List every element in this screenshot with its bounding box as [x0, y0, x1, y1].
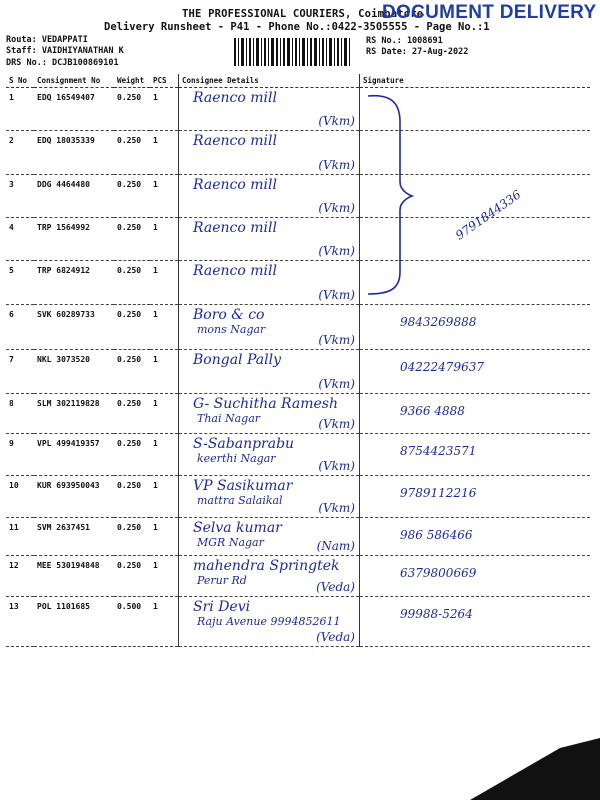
staff-label: Staff: VAIDHIYANATHAN K: [6, 46, 124, 56]
row-weight: 0.250: [114, 476, 150, 518]
row-consignment-no: MEE 530194848: [34, 556, 114, 597]
consignee-name-handwritten: Sri Devi: [193, 599, 251, 615]
row-sno: 11: [6, 518, 34, 556]
row-sno: 1: [6, 88, 34, 131]
row-consignee-details: [179, 261, 360, 305]
consignee-address-handwritten: Perur Rd: [197, 574, 247, 587]
consignee-name-handwritten: VP Sasikumar: [193, 478, 293, 494]
row-weight: 0.250: [114, 350, 150, 394]
consignee-address-handwritten: mons Nagar: [197, 323, 266, 336]
row-weight: 0.250: [114, 175, 150, 218]
table-row: [6, 394, 590, 434]
consignee-area-code: (Veda): [316, 580, 355, 594]
row-weight: 0.250: [114, 434, 150, 476]
signature-phone-handwritten: 99988-5264: [400, 607, 473, 621]
row-consignment-no: NKL 3073520: [34, 350, 114, 394]
row-consignment-no: TRP 6824912: [34, 261, 114, 305]
col-weight-header: Weight: [114, 74, 150, 88]
consignee-area-code: (Vkm): [318, 417, 355, 431]
row-pcs: 1: [150, 434, 179, 476]
consignee-area-code: (Nam): [316, 539, 355, 553]
row-consignment-no: EDQ 16549407: [34, 88, 114, 131]
consignee-name-handwritten: mahendra Springtek: [193, 558, 340, 574]
row-pcs: 1: [150, 305, 179, 350]
row-pcs: 1: [150, 131, 179, 175]
row-pcs: 1: [150, 261, 179, 305]
row-signature: [360, 556, 591, 597]
row-signature: [360, 350, 591, 394]
table-row: [6, 597, 590, 647]
row-weight: 0.250: [114, 394, 150, 434]
row-consignment-no: SLM 302119828: [34, 394, 114, 434]
row-pcs: 1: [150, 350, 179, 394]
signature-phone-handwritten: 9789112216: [400, 486, 477, 500]
row-sno: 5: [6, 261, 34, 305]
signature-phone-handwritten: 9843269888: [400, 315, 477, 329]
consignee-area-code: (Vkm): [318, 501, 355, 515]
row-consignment-no: TRP 1564992: [34, 218, 114, 261]
barcode-image: [232, 38, 352, 66]
row-sno: 9: [6, 434, 34, 476]
row-consignee-details: [179, 556, 360, 597]
row-signature: [360, 518, 591, 556]
col-signature-header: Signature: [360, 74, 591, 88]
consignee-name-handwritten: S-Sabanprabu: [193, 436, 295, 452]
row-consignment-no: VPL 499419357: [34, 434, 114, 476]
route-label: Routa: VEDAPPATI: [6, 35, 88, 45]
row-sno: 4: [6, 218, 34, 261]
row-consignee-details: [179, 476, 360, 518]
consignee-name-handwritten: Raenco mill: [193, 220, 277, 236]
table-row: [6, 556, 590, 597]
consignee-area-code: (Vkm): [318, 201, 355, 215]
col-consignee-header: Consignee Details: [179, 74, 360, 88]
table-row: [6, 434, 590, 476]
row-consignee-details: [179, 175, 360, 218]
row-weight: 0.250: [114, 131, 150, 175]
row-pcs: 1: [150, 175, 179, 218]
row-consignee-details: [179, 597, 360, 647]
consignee-area-code: (Vkm): [318, 333, 355, 347]
table-header-row: [6, 74, 590, 88]
row-pcs: 1: [150, 597, 179, 647]
consignee-address-handwritten: MGR Nagar: [197, 536, 264, 549]
col-pcs-header: PCS: [150, 74, 179, 88]
row-weight: 0.250: [114, 88, 150, 131]
drs-number: DRS No.: DCJB100869101: [6, 58, 119, 68]
row-consignment-no: SVM 2637451: [34, 518, 114, 556]
row-pcs: 1: [150, 394, 179, 434]
row-consignee-details: [179, 305, 360, 350]
consignee-name-handwritten: Raenco mill: [193, 90, 277, 106]
row-consignee-details: [179, 131, 360, 175]
runsheet-table: [6, 74, 590, 647]
row-sno: 7: [6, 350, 34, 394]
consignee-area-code: (Vkm): [318, 114, 355, 128]
row-sno: 8: [6, 394, 34, 434]
signature-phone-handwritten: 9791844336: [452, 187, 524, 243]
rs-date: RS Date: 27-Aug-2022: [366, 47, 469, 57]
consignee-area-code: (Vkm): [318, 244, 355, 258]
runsheet-company-title: THE PROFESSIONAL COURIERS, Coimbatore: [182, 8, 424, 20]
row-consignee-details: [179, 88, 360, 131]
consignee-area-code: (Vkm): [318, 158, 355, 172]
row-weight: 0.250: [114, 518, 150, 556]
table-row: [6, 131, 590, 175]
consignee-name-handwritten: Raenco mill: [193, 177, 277, 193]
consignee-name-handwritten: Boro & co: [193, 307, 265, 323]
col-sno-header: S No: [6, 74, 34, 88]
table-row: [6, 518, 590, 556]
bracket-mark: [360, 92, 420, 298]
row-pcs: 1: [150, 518, 179, 556]
page-fold-shadow: [0, 738, 600, 800]
row-sno: 10: [6, 476, 34, 518]
row-consignee-details: [179, 218, 360, 261]
row-consignee-details: [179, 394, 360, 434]
consignee-address-handwritten: keerthi Nagar: [197, 452, 276, 465]
row-weight: 0.500: [114, 597, 150, 647]
table-row: [6, 476, 590, 518]
row-weight: 0.250: [114, 556, 150, 597]
rs-number: RS No.: 1008691: [366, 36, 443, 46]
signature-phone-handwritten: 04222479637: [400, 360, 484, 374]
table-row: [6, 88, 590, 131]
row-pcs: 1: [150, 218, 179, 261]
row-pcs: 1: [150, 476, 179, 518]
table-row: [6, 261, 590, 305]
row-consignment-no: POL 1101685: [34, 597, 114, 647]
signature-phone-handwritten: 8754423571: [400, 444, 477, 458]
row-sno: 3: [6, 175, 34, 218]
row-signature: [360, 305, 591, 350]
consignee-name-handwritten: Bongal Pally: [193, 352, 281, 368]
signature-phone-handwritten: 986 586466: [400, 528, 473, 542]
row-signature: [360, 597, 591, 647]
row-consignment-no: KUR 693950043: [34, 476, 114, 518]
row-consignee-details: [179, 434, 360, 476]
col-consignment-header: Consignment No: [34, 74, 114, 88]
row-signature: [360, 394, 591, 434]
row-sno: 12: [6, 556, 34, 597]
row-consignment-no: SVK 60289733: [34, 305, 114, 350]
row-pcs: 1: [150, 556, 179, 597]
consignee-area-code: (Veda): [316, 630, 355, 644]
table-row: [6, 350, 590, 394]
row-consignment-no: EDQ 18035339: [34, 131, 114, 175]
row-sno: 6: [6, 305, 34, 350]
row-weight: 0.250: [114, 261, 150, 305]
signature-phone-handwritten: 6379800669: [400, 566, 477, 580]
consignee-name-handwritten: Raenco mill: [193, 263, 277, 279]
consignee-area-code: (Vkm): [318, 377, 355, 391]
row-weight: 0.250: [114, 305, 150, 350]
row-consignment-no: DDG 4464480: [34, 175, 114, 218]
row-consignee-details: [179, 350, 360, 394]
row-signature: [360, 434, 591, 476]
row-sno: 2: [6, 131, 34, 175]
table-row: [6, 218, 590, 261]
consignee-address-handwritten: Raju Avenue 9994852611: [197, 615, 341, 628]
row-consignee-details: [179, 518, 360, 556]
document-delivery-stamp: DOCUMENT DELIVERY: [382, 2, 597, 23]
consignee-area-code: (Vkm): [318, 459, 355, 473]
table-row: [6, 305, 590, 350]
row-pcs: 1: [150, 88, 179, 131]
consignee-area-code: (Vkm): [318, 288, 355, 302]
runsheet-subtitle: Delivery Runsheet - P41 - Phone No.:0422-3505555 - Page No.:1: [104, 21, 490, 33]
row-weight: 0.250: [114, 218, 150, 261]
row-signature: [360, 476, 591, 518]
signature-phone-handwritten: 9366 4888: [400, 404, 465, 418]
consignee-address-handwritten: Thai Nagar: [197, 412, 261, 425]
consignee-name-handwritten: Selva kumar: [193, 520, 282, 536]
row-sno: 13: [6, 597, 34, 647]
consignee-name-handwritten: Raenco mill: [193, 133, 277, 149]
consignee-name-handwritten: G- Suchitha Ramesh: [193, 396, 338, 412]
consignee-address-handwritten: mattra Salaikal: [197, 494, 283, 507]
